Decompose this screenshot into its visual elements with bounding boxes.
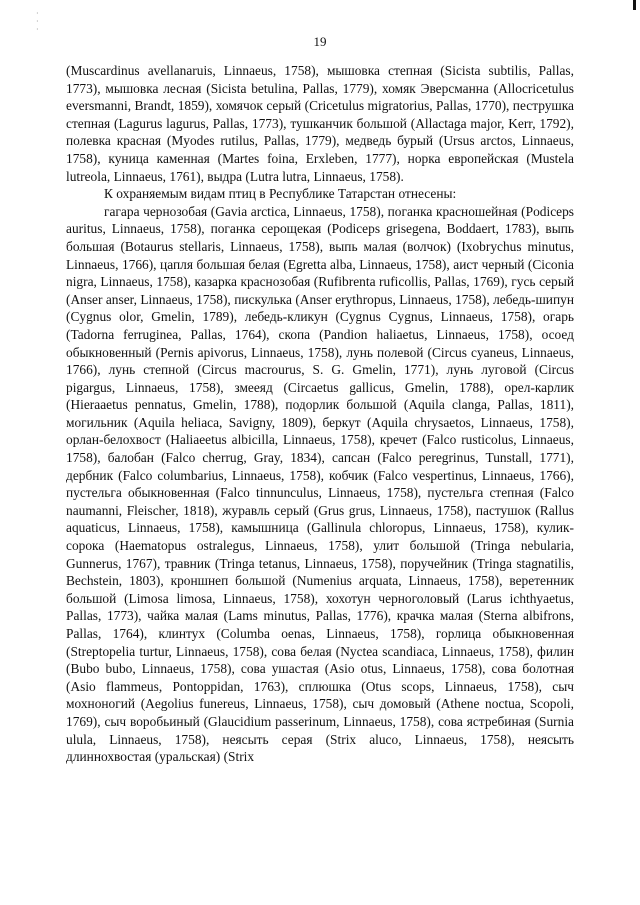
body-text bbox=[66, 62, 574, 766]
page-number: 19 bbox=[313, 34, 327, 49]
paragraph-birds-list: гагара чернозобая (Gavia arctica, Linnaeus, 1758), поганка красношейная (Podiceps auritus, Linnaeus, 1758), поганка серощекая (Podiceps grisegena, Boddaert, 1783), выпь большая (Botaurus stellaris, Linnaeus, 1758), выпь малая (волчок) (Ixobrychus minutus, Linnaeus, 1766), цапля большая белая (Egretta alba, Linnaeus, 1758), аист черный (Ciconia nigra, Linnaeus, 1758), казарка краснозобая (Rufibrenta ruficollis, Pallas, 1769), гусь серый (Anser anser, Linnaeus, 1758), пискулька (Anser erythropus, Linnaeus, 1758), лебедь-шипун (Cygnus olor, Gmelin, 1789), лебедь-кликун (Cygnus Cygnus, Linnaeus, 1758), огарь (Tadorna ferruginea, Pallas, 1764), скопа (Pandion haliaetus, Linnaeus, 1758), осоед обыкновенный (Pernis apivorus, Linnaeus, 1758), лунь полевой (Circus cyaneus, Linnaeus, 1766), лунь степной (Circus macrourus, S. G. Gmelin, 1771), лунь луговой (Circus pigargus, Linnaeus, 1758), змееяд (Circaetus gallicus, Gmelin, 1788), орел-карлик (Hieraaetus pennatus, Gmelin, 1788), подорлик большой (Aquila clanga, Pallas, 1811), могильник (Aquila heliaca, Savigny, 1809), беркут (Aquila chrysaetos, Linnaeus, 1758), орлан-белохвост (Haliaeetus albicilla, Linnaeus, 1758), кречет (Falco rusticolus, Linnaeus, 1758), балобан (Falco cherrug, Gray, 1834), сапсан (Falco peregrinus, Tunstall, 1771), дербник (Falco columbarius, Linnaeus, 1758), кобчик (Falco vespertinus, Linnaeus, 1766), пустельга обыкновенная (Falco tinnunculus, Linnaeus, 1758), пустельга степная (Falco naumanni, Fleischer, 1818), журавль серый (Grus grus, Linnaeus, 1758), пастушок (Rallus aquaticus, Linnaeus, 1758), камышница (Gallinula chloropus, Linnaeus, 1758), кулик-сорока (Haematopus ostralegus, Linnaeus, 1758), улит большой (Tringa nebularia, Gunnerus, 1767), травник (Tringa tetanus, Linnaeus, 1758), поручейник (Tringa stagnatilis, Bechstein, 1803), кроншнеп большой (Numenius arquata, Linnaeus, 1758), веретенник большой (Limosa limosa, Linnaeus, 1758), хохотун черноголовый (Larus ichthyaetus, Pallas, 1773), чайка малая (Lams minutus, Pallas, 1776), крачка малая (Sterna albifrons, Pallas, 1764), клинтух (Columba oenas, Linnaeus, 1758), горлица обыкновенная (Streptopelia turtur, Linnaeus, 1758), сова белая (Nyctea scandiaca, Linnaeus, 1758), филин (Bubo bubo, Linnaeus, 1758), сова ушастая (Asio otus, Linnaeus, 1758), сова болотная (Asio flammeus, Pontoppidan, 1763), сплюшка (Otus scops, Linnaeus, 1758), сыч мохноногий (Aegolius funereus, Linnaeus, 1758), сыч домовый (Athene noctua, Scopoli, 1769), сыч воробьиный (Glaucidium passerinum, Linnaeus, 1758), сова ястребиная (Surnia ulula, Linnaeus, 1758), неясыть серая (Strix aluco, Linnaeus, 1758), неясыть длиннохвостая (уральская) (Strix bbox=[66, 203, 574, 765]
paragraph-birds-heading: К охраняемым видам птиц в Республике Татарстан отнесены: bbox=[104, 186, 457, 202]
scan-corner-mark bbox=[633, 0, 636, 10]
paragraph-mammals-continued: (Muscardinus avellanaruis, Linnaeus, 1758), мышовка степная (Sicista subtilis, Pallas, 1773), мышовка лесная (Sicista betulina, Pallas, 1779), хомяк Эверсманна (Allocricetulus eversmanni, Brandt, 1859), хомячок серый (Cricetulus migratorius, Pallas, 1770), пеструшка степная (Lagurus lagurus, Pallas, 1773), тушканчик большой (Allactaga major, Kerr, 1792), полевка красная (Myodes rutilus, Pallas, 1779), медведь бурый (Ursus arctos, Linnaeus, 1758), куница каменная (Martes foina, Erxleben, 1777), норка европейская (Mustela lutreola, Linnaeus, 1761), выдра (Lutra lutra, Linnaeus, 1758). bbox=[66, 63, 574, 184]
scan-specks: · · · bbox=[36, 9, 39, 34]
